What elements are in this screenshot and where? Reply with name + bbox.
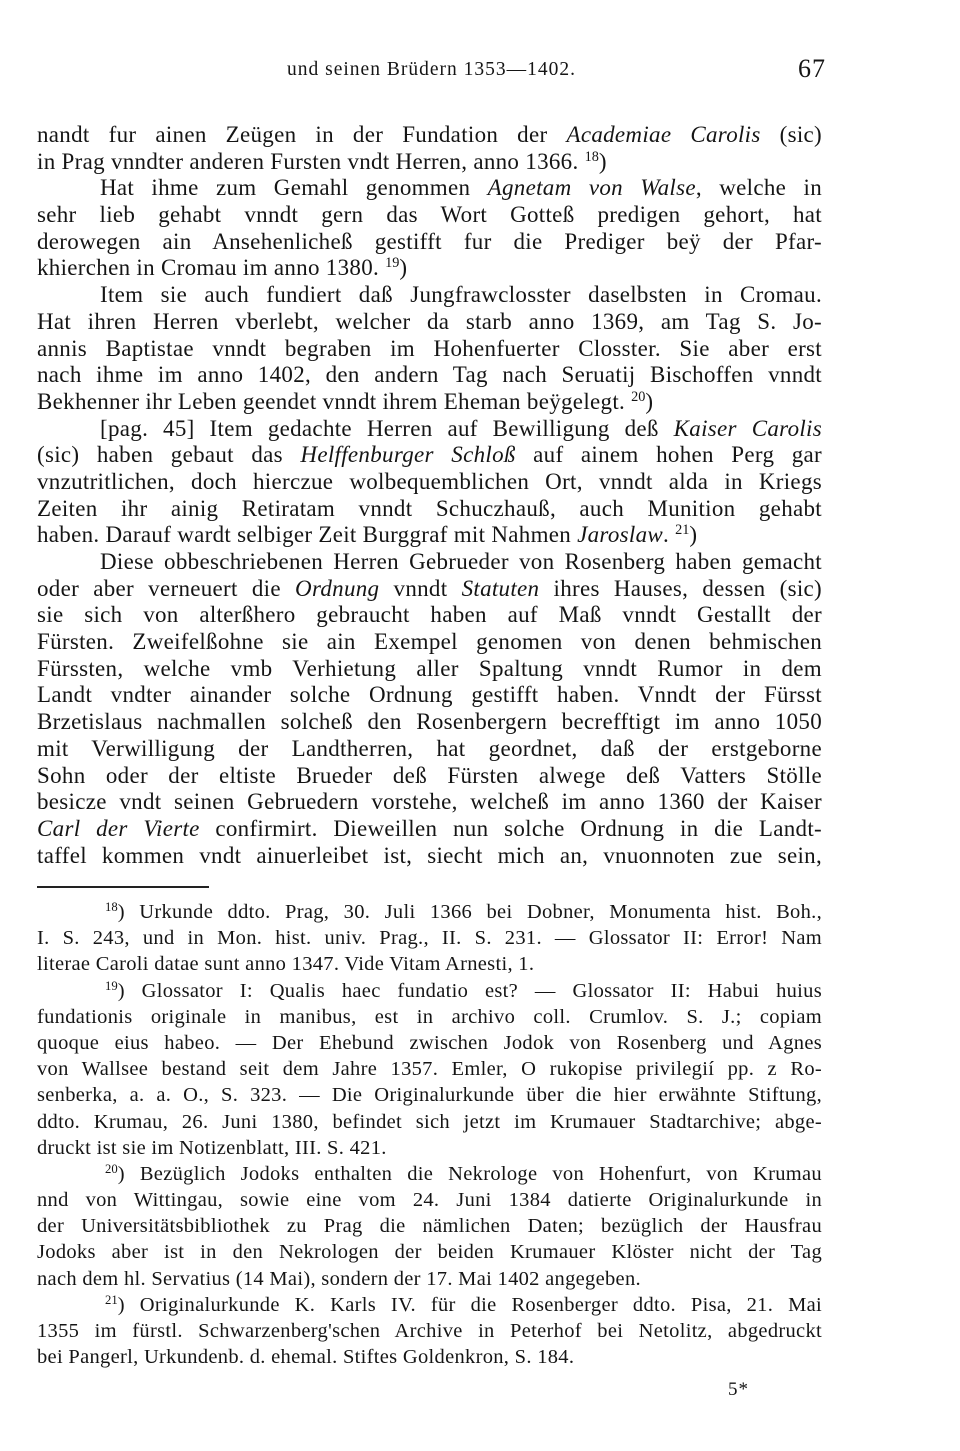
italic-text: Ordnung [295, 575, 380, 601]
text-run: ) [598, 148, 607, 174]
text-line [37, 1344, 822, 1370]
footnote-marker: 19 [105, 978, 118, 993]
text-line [37, 978, 822, 1004]
text-run: Fürssten, welche vmb Verhietung aller Spaltung vnndt Rumor in dem [37, 655, 822, 681]
footnote-marker: 20 [105, 1161, 118, 1176]
text-line [37, 336, 822, 363]
text-run: I. S. 243, und in Mon. hist. univ. Prag., II. S. 231. — Glossator II: Error! Nam [37, 927, 822, 950]
text-line [37, 1056, 822, 1082]
text-run: Bekhenner ihr Leben geendet vnndt ihrem Eheman beÿgelegt. [37, 388, 632, 414]
text-run: ) [689, 522, 698, 548]
text-run: ddto. Krumau, 26. Juni 1380, befindet sich jetzt im Krumauer Stadtarchive; abge- [37, 1110, 822, 1133]
text-line [37, 496, 822, 523]
text-line [37, 175, 822, 202]
text-run: vnndt [379, 575, 462, 601]
text-run: ) Urkunde ddto. Prag, 30. Juli 1366 bei Dobner, Monumenta hist. Boh., [117, 901, 822, 923]
text-run: ) Glossator I: Qualis haec fundatio est? — Glossator II: Habui huius [117, 979, 822, 1002]
text-line [37, 229, 822, 256]
text-run: Landt vndter ainander solche Ordnung gestifft haben. Vnndt der Fürsst [37, 682, 822, 708]
text-line [37, 309, 822, 336]
text-line [37, 925, 822, 951]
text-line [37, 416, 822, 443]
text-run: (sic) haben gebaut das [37, 442, 301, 468]
body-text [37, 122, 822, 869]
text-run: literae Caroli datae sunt anno 1347. Vide Vitam Arnesti, 1. [37, 953, 535, 976]
footnote-marker: 19 [385, 255, 400, 272]
footnote [37, 1292, 822, 1371]
text-run: mit Verwilligung der Landtherren, hat geordnet, daß der erstgeborne [37, 735, 822, 761]
text-line [37, 549, 822, 576]
text-run: ) Originalurkunde K. Karls IV. für die Rosenberger ddto. Pisa, 21. Mai [117, 1293, 822, 1316]
text-line [37, 202, 822, 229]
text-run: auf ainem hohen Perg gar [515, 442, 823, 468]
text-run: fundationis originale in manibus, est in archivo coll. Crumlov. S. J.; copiam [37, 1005, 822, 1028]
text-run: khierchen in Cromau im anno 1380. [37, 255, 386, 281]
text-run: taffel kommen vndt ainuerleibet ist, siecht mich an, vnuonnoten zue sein, [37, 842, 822, 868]
text-run: Diese obbeschriebenen Herren Gebrueder von Rosenberg haben gemacht [100, 549, 822, 574]
italic-text: Helffenburger Schloß [300, 442, 516, 468]
text-line [37, 1030, 822, 1056]
text-run: der Universitätsbibliothek zu Prag die nämlichen Daten; bezüglich der Hausfrau [37, 1215, 822, 1238]
text-run: von Wallsee bestand seit dem Jahre 1357. Emler, O rukopise privilegií pp. z Ro- [37, 1058, 822, 1081]
text-run: nandt fur ainen Zeügen in der Fundation der [37, 122, 567, 147]
footnote-marker: 18 [584, 148, 599, 165]
text-line [37, 629, 822, 656]
text-run: . [663, 522, 676, 548]
text-line [37, 282, 822, 309]
italic-text: Agnetam von Walse [487, 175, 696, 201]
text-run: besicze vndt seinen Gebruedern vorstehe, welcheß im anno 1360 der Kaiser [37, 789, 822, 815]
text-line [37, 656, 822, 683]
text-line [37, 899, 822, 925]
text-run: ) [399, 255, 408, 281]
text-run: nnd von Wittingau, sowie eine vom 24. Juni 1384 datierte Originalurkunde in [37, 1189, 822, 1212]
text-run: confirmirt. Dieweillen nun solche Ordnung in die Landt- [199, 815, 822, 841]
running-head: und seinen Brüdern 1353—1402. [287, 59, 576, 80]
text-line [37, 602, 822, 629]
text-line [37, 1187, 822, 1213]
text-line [37, 576, 822, 603]
footnote-marker: 18 [105, 900, 118, 915]
text-line [37, 255, 822, 282]
text-run: , welche in [695, 175, 822, 201]
footnote-marker: 21 [675, 522, 690, 539]
text-run: ) Bezüglich Jodoks enthalten die Nekrologe von Hohenfurt, von Krumau [117, 1162, 822, 1185]
text-run: haben. Darauf wardt selbiger Zeit Burggraf mit Nahmen [37, 522, 578, 548]
text-run: ihres Hauses, dessen (sic) [539, 575, 822, 601]
text-run: bei Pangerl, Urkundenb. d. ehemal. Stiftes Goldenkron, S. 184. [37, 1346, 575, 1369]
text-run: nach ihme im anno 1402, den andern Tag nach Seruatij Bischoffen vnndt [37, 362, 822, 388]
footnote [37, 899, 822, 978]
text-line [37, 843, 822, 870]
text-line [37, 1135, 822, 1161]
text-line [37, 1213, 822, 1239]
page-number: 67 [798, 54, 826, 83]
text-run: Jodoks aber ist in den Nekrologen der beiden Krumauer Klöster nicht der Tag [37, 1241, 822, 1264]
text-run: vnzutritlichen, doch hierczue wolbequemblichen Ort, vnndt alda in Kriegs [37, 468, 822, 494]
text-line [37, 709, 822, 736]
footnote [37, 1161, 822, 1292]
text-line [37, 1004, 822, 1030]
text-run: [pag. 45] Item gedachte Herren auf Bewilligung deß [100, 415, 674, 441]
footnotes [37, 899, 822, 1370]
body-paragraph [37, 282, 822, 415]
text-run: Zeiten ihr ainig Retiratam vnndt Schuczhauß, auch Munition gehabt [37, 495, 822, 521]
text-run: nach dem hl. Servatius (14 Mai), sondern der 17. Mai 1402 angegeben. [37, 1267, 641, 1290]
text-run: derowegen ain Ansehenlicheß gestifft fur die Prediger beÿ der Pfar- [37, 228, 822, 254]
text-line [37, 122, 822, 149]
text-line [37, 469, 822, 496]
text-run: senberka, a. a. O., S. 323. — Die Originalurkunde über die hier erwähnte Stiftung, [37, 1084, 822, 1107]
text-line [37, 1292, 822, 1318]
body-paragraph [37, 175, 822, 282]
italic-text: Kaiser Carolis [673, 415, 822, 441]
italic-text: Jaroslaw [577, 522, 664, 548]
text-line [37, 362, 822, 389]
text-line [37, 682, 822, 709]
text-run: Item sie auch fundiert daß Jungfrawclosster daselbsten in Cromau. [100, 282, 822, 308]
footnote [37, 978, 822, 1161]
text-run: druckt ist sie im Notizenblatt, III. S. 421. [37, 1136, 387, 1159]
text-run: quoque eius habeo. — Der Ehebund zwischen Jodok von Rosenberg und Agnes [37, 1031, 822, 1054]
body-paragraph [37, 549, 822, 869]
text-line [37, 1239, 822, 1265]
text-line [37, 1266, 822, 1292]
text-run: annis Baptistae vnndt begraben im Hohenfuerter Closster. Sie aber erst [37, 335, 822, 361]
text-run: in Prag vnndter anderen Fursten vndt Herren, anno 1366. [37, 148, 585, 174]
text-run: ) [645, 388, 654, 414]
italic-text: Statuten [461, 575, 540, 601]
text-run: (sic) [760, 122, 823, 147]
text-run: Brzetislaus nachmallen solcheß den Rosenbergern becrefftigt im anno 1050 [37, 709, 822, 735]
footnote-marker: 21 [105, 1292, 118, 1307]
italic-text: Academiae Carolis [566, 122, 761, 147]
signature-mark: 5* [728, 1379, 749, 1400]
text-line [37, 789, 822, 816]
text-line [37, 1161, 822, 1187]
text-line [37, 389, 822, 416]
text-run: 1355 im fürstl. Schwarzenberg'schen Archive in Peterhof bei Netolitz, abgedruckt [37, 1320, 822, 1342]
text-run: Hat ihren Herren vberlebt, welcher da starb anno 1369, am Tag S. Jo- [37, 308, 822, 334]
text-line [37, 1109, 822, 1135]
footnote-rule [37, 886, 209, 888]
text-line [37, 522, 822, 549]
body-paragraph [37, 122, 822, 175]
text-line [37, 951, 822, 977]
text-line [37, 149, 822, 176]
text-line [37, 1318, 822, 1344]
footnote-marker: 20 [631, 389, 646, 406]
text-line [37, 763, 822, 790]
body-paragraph [37, 416, 822, 549]
text-line [37, 736, 822, 763]
text-line [37, 442, 822, 469]
text-run: sehr lieb gehabt vnndt gern das Wort Gotteß predigen gehort, hat [37, 202, 822, 228]
text-run: Fürsten. Zweifelßohne sie ain Exempel genomen von denen behmischen [37, 629, 822, 655]
text-run: Sohn oder der eltiste Brueder deß Fürsten alwege deß Vatters Stölle [37, 762, 822, 788]
text-line [37, 1082, 822, 1108]
italic-text: Carl der Vierte [37, 815, 200, 841]
text-run: oder aber verneuert die [37, 575, 296, 601]
text-run: Hat ihme zum Gemahl genommen [100, 175, 488, 201]
text-run: sie sich von alterßhero gebraucht haben auf Maß vnndt Gestallt der [37, 602, 822, 628]
text-line [37, 816, 822, 843]
